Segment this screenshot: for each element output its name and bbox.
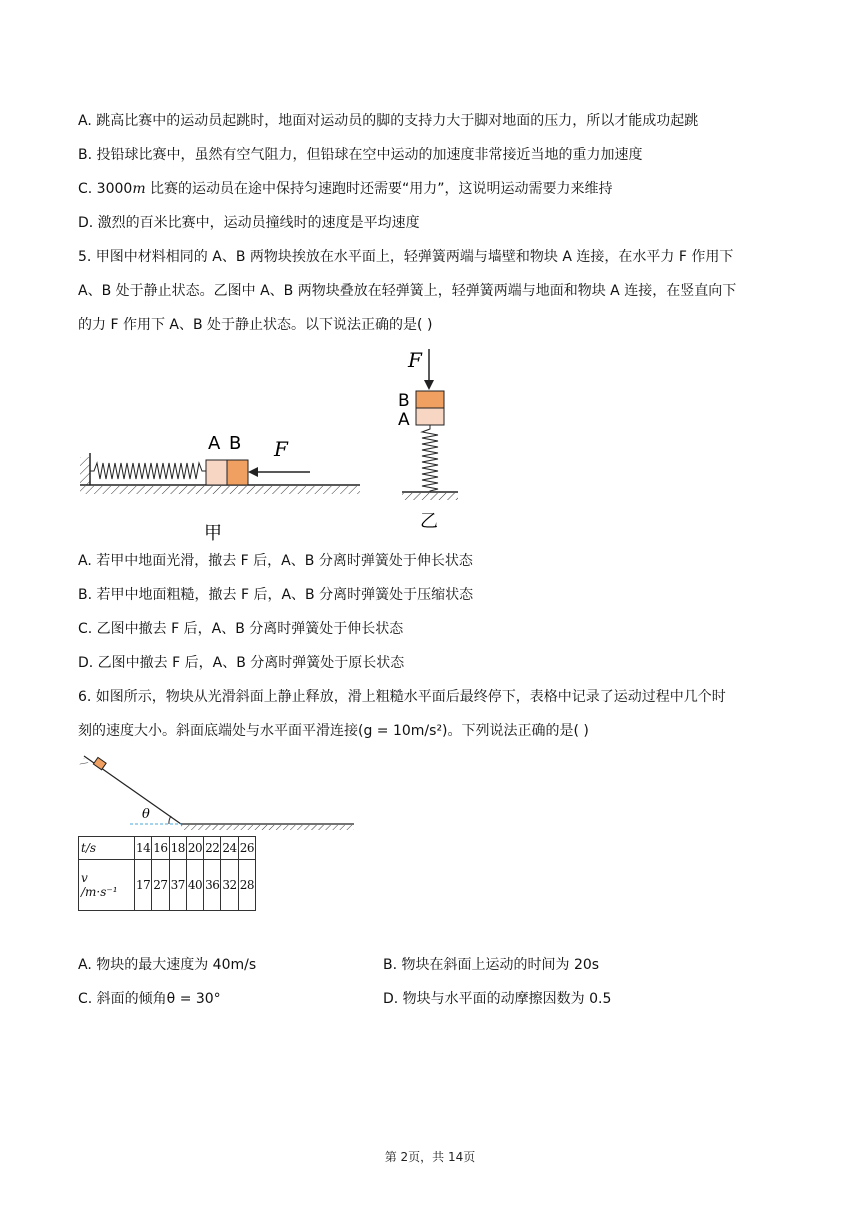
label-a: A	[208, 433, 221, 454]
q5-stem-line-1: 5. 甲图中材料相同的 A、B 两物块挨放在水平面上，轻弹簧两端与墙壁和物块 A 连接，在水平力 F 作用下	[78, 249, 734, 265]
table-row-velocity	[79, 860, 256, 911]
label-b: B	[229, 433, 242, 454]
theta-label: θ	[142, 807, 150, 822]
table-cell: 14	[135, 837, 152, 860]
spring-vertical	[422, 425, 438, 492]
table-cell: 32	[221, 860, 238, 911]
table-cell: 18	[169, 837, 186, 860]
q6-option-b: B. 物块在斜面上运动的时间为 20s	[383, 957, 600, 973]
header-velocity: v /m·s⁻¹	[79, 860, 135, 911]
force-arrowhead	[424, 380, 434, 390]
figure-incline	[78, 752, 358, 832]
velocity-table	[78, 836, 256, 911]
wall-hatch	[80, 457, 90, 485]
q5-option-b: B. 若甲中地面粗糙，撤去 F 后，A、B 分离时弹簧处于压缩状态	[78, 587, 474, 603]
table-cell: 16	[152, 837, 169, 860]
table-cell: 36	[204, 860, 221, 911]
figure-yi	[390, 345, 470, 535]
q6-option-d: D. 物块与水平面的动摩擦因数为 0.5	[383, 991, 612, 1007]
table-cell: 40	[186, 860, 203, 911]
ground-hatch	[181, 825, 354, 830]
table-cell: 37	[169, 860, 186, 911]
incline-hatch	[79, 758, 89, 768]
q5-stem-line-3: 的力 F 作用下 A、B 处于静止状态。以下说法正确的是( )	[78, 317, 433, 333]
q6-option-a: A. 物块的最大速度为 40m/s	[78, 957, 257, 973]
table-cell: 22	[204, 837, 221, 860]
q6-stem-line-2: 刻的速度大小。斜面底端处与水平面平滑连接(g = 10m/s²)。下列说法正确的是( )	[78, 723, 589, 739]
q6-option-c: C. 斜面的倾角θ = 30°	[78, 991, 221, 1007]
table-cell: 27	[152, 860, 169, 911]
block-a	[206, 460, 227, 485]
table-cell: 24	[221, 837, 238, 860]
q4-option-d: D. 激烈的百米比赛中，运动员撞线时的速度是平均速度	[78, 215, 420, 231]
q4-option-b: B. 投铅球比赛中，虽然有空气阻力，但铅球在空中运动的加速度非常接近当地的重力加速度	[78, 147, 643, 163]
spring-horizontal	[90, 463, 206, 479]
caption-jia: 甲	[204, 523, 222, 544]
q5-option-d: D. 乙图中撤去 F 后，A、B 分离时弹簧处于原长状态	[78, 655, 405, 671]
ground-hatch	[402, 493, 458, 500]
block-b	[416, 391, 444, 408]
table-row-time	[79, 837, 256, 860]
angle-arc	[169, 816, 171, 824]
q5-stem-line-2: A、B 处于静止状态。乙图中 A、B 两物块叠放在轻弹簧上，轻弹簧两端与地面和物块 A 连接，在竖直向下	[78, 283, 737, 299]
q4-option-c: C. 3000m 比赛的运动员在途中保持匀速跑时还需要“用力”，这说明运动需要力来维持	[78, 181, 613, 197]
q6-stem-line-1: 6. 如图所示，物块从光滑斜面上静止释放，滑上粗糙水平面后最终停下，表格中记录了运动过程中几个时	[78, 689, 726, 705]
figure-jia	[78, 425, 368, 545]
table-cell: 20	[186, 837, 203, 860]
ground-hatch	[80, 486, 360, 494]
table-cell: 28	[238, 860, 255, 911]
q5-option-c: C. 乙图中撤去 F 后，A、B 分离时弹簧处于伸长状态	[78, 621, 404, 637]
page-footer: 第 2页，共 14页	[384, 1150, 476, 1164]
label-f: F	[274, 437, 288, 461]
sliding-block	[93, 757, 106, 769]
q5-option-a: A. 若甲中地面光滑，撤去 F 后，A、B 分离时弹簧处于伸长状态	[78, 553, 473, 569]
label-b: B	[398, 391, 410, 411]
force-arrowhead	[248, 467, 258, 477]
header-time: t/s	[79, 837, 135, 860]
block-a	[416, 408, 444, 425]
table-cell: 17	[135, 860, 152, 911]
label-a: A	[398, 410, 410, 430]
table-cell: 26	[238, 837, 255, 860]
label-f: F	[408, 348, 422, 372]
q4-option-a: A. 跳高比赛中的运动员起跳时，地面对运动员的脚的支持力大于脚对地面的压力，所以才能成功起跳	[78, 113, 699, 129]
caption-yi: 乙	[420, 511, 438, 532]
block-b	[227, 460, 248, 485]
